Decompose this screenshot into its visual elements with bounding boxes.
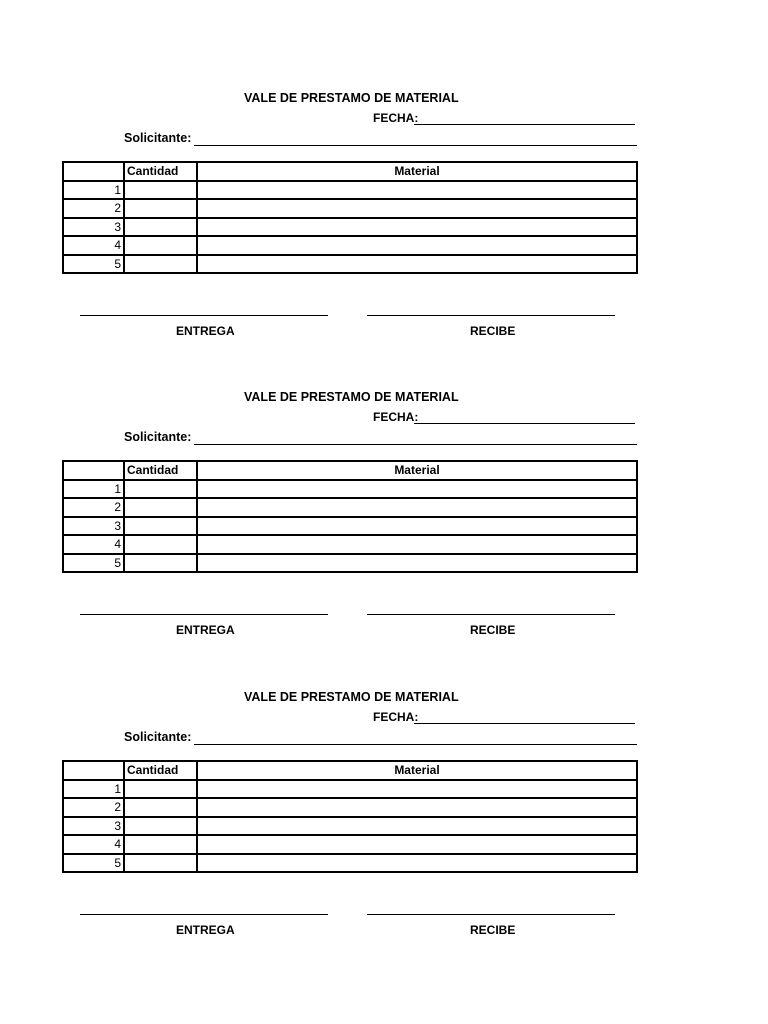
fecha-label: FECHA: [373,410,419,424]
solicitante-label: Solicitante: [124,730,192,744]
cantidad-cell[interactable] [124,798,197,817]
table-header-row [63,461,637,480]
row-number: 1 [63,181,124,200]
cantidad-cell[interactable] [124,535,197,554]
header-number [63,162,124,181]
entrega-signature-line[interactable] [80,614,328,615]
voucher-3 [0,690,768,970]
row-number: 3 [63,218,124,237]
material-cell[interactable] [197,218,637,237]
row-number: 3 [63,817,124,836]
cantidad-cell[interactable] [124,255,197,274]
table-row [63,181,637,200]
table-row [63,817,637,836]
header-material: Material [197,461,637,480]
cantidad-cell[interactable] [124,199,197,218]
cantidad-cell[interactable] [124,480,197,499]
table-row [63,236,637,255]
entrega-signature-line[interactable] [80,914,328,915]
row-number: 2 [63,498,124,517]
table-row [63,498,637,517]
material-cell[interactable] [197,480,637,499]
recibe-label: RECIBE [470,324,516,338]
solicitante-field[interactable] [194,444,637,445]
voucher-title: VALE DE PRESTAMO DE MATERIAL [244,690,459,704]
cantidad-cell[interactable] [124,780,197,799]
row-number: 5 [63,255,124,274]
header-cantidad: Cantidad [124,761,197,780]
table-row [63,835,637,854]
material-cell[interactable] [197,236,637,255]
voucher-1 [0,91,768,371]
solicitante-field[interactable] [194,744,637,745]
header-material: Material [197,162,637,181]
recibe-label: RECIBE [470,923,516,937]
material-cell[interactable] [197,199,637,218]
table-row [63,199,637,218]
entrega-label: ENTREGA [176,923,235,937]
solicitante-label: Solicitante: [124,430,192,444]
table-row [63,535,637,554]
cantidad-cell[interactable] [124,181,197,200]
material-cell[interactable] [197,181,637,200]
table-row [63,517,637,536]
row-number: 5 [63,554,124,573]
material-table [62,460,638,573]
header-number [63,761,124,780]
recibe-signature-line[interactable] [367,315,615,316]
table-header-row [63,761,637,780]
material-cell[interactable] [197,255,637,274]
recibe-signature-line[interactable] [367,914,615,915]
entrega-label: ENTREGA [176,623,235,637]
material-cell[interactable] [197,854,637,873]
cantidad-cell[interactable] [124,218,197,237]
row-number: 4 [63,236,124,255]
voucher-title: VALE DE PRESTAMO DE MATERIAL [244,390,459,404]
cantidad-cell[interactable] [124,517,197,536]
row-number: 4 [63,535,124,554]
fecha-label: FECHA: [373,710,419,724]
material-cell[interactable] [197,817,637,836]
material-cell[interactable] [197,554,637,573]
table-row [63,554,637,573]
fecha-field[interactable] [414,124,635,125]
header-cantidad: Cantidad [124,162,197,181]
row-number: 4 [63,835,124,854]
table-header-row [63,162,637,181]
material-table [62,760,638,873]
table-row [63,218,637,237]
voucher-title: VALE DE PRESTAMO DE MATERIAL [244,91,459,105]
table-row [63,780,637,799]
row-number: 2 [63,199,124,218]
material-cell[interactable] [197,498,637,517]
material-cell[interactable] [197,780,637,799]
table-row [63,255,637,274]
fecha-label: FECHA: [373,111,419,125]
cantidad-cell[interactable] [124,498,197,517]
material-cell[interactable] [197,517,637,536]
cantidad-cell[interactable] [124,554,197,573]
recibe-label: RECIBE [470,623,516,637]
recibe-signature-line[interactable] [367,614,615,615]
row-number: 3 [63,517,124,536]
material-table [62,161,638,274]
table-row [63,854,637,873]
header-cantidad: Cantidad [124,461,197,480]
entrega-signature-line[interactable] [80,315,328,316]
material-cell[interactable] [197,798,637,817]
header-material: Material [197,761,637,780]
cantidad-cell[interactable] [124,236,197,255]
material-cell[interactable] [197,835,637,854]
fecha-field[interactable] [414,723,635,724]
table-row [63,798,637,817]
row-number: 1 [63,480,124,499]
fecha-field[interactable] [414,423,635,424]
cantidad-cell[interactable] [124,835,197,854]
solicitante-field[interactable] [194,145,637,146]
cantidad-cell[interactable] [124,817,197,836]
row-number: 5 [63,854,124,873]
header-number [63,461,124,480]
material-cell[interactable] [197,535,637,554]
cantidad-cell[interactable] [124,854,197,873]
voucher-2 [0,390,768,670]
solicitante-label: Solicitante: [124,131,192,145]
table-row [63,480,637,499]
row-number: 2 [63,798,124,817]
entrega-label: ENTREGA [176,324,235,338]
row-number: 1 [63,780,124,799]
